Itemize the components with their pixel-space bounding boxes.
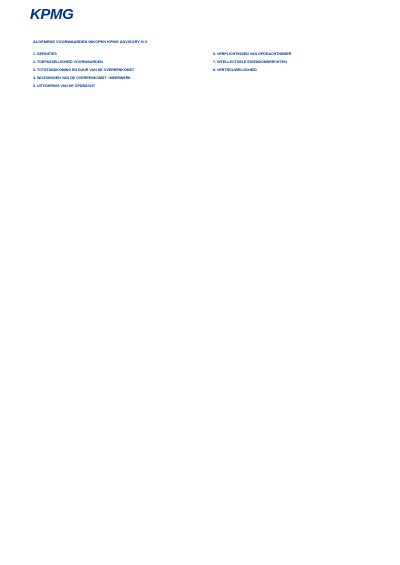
section-heading: 5. UITVOERING VAN DE OPDRACHT <box>33 84 96 88</box>
section <box>33 84 197 88</box>
section <box>33 76 197 80</box>
section-heading: 1. DEFINITIES <box>33 52 57 56</box>
section <box>33 60 197 64</box>
section <box>33 52 197 56</box>
section <box>33 68 197 72</box>
section <box>213 52 377 56</box>
section-heading: 4. WIJZIGINGEN VAN DE OVEREENKOMST / MEERWERK <box>33 76 131 80</box>
section <box>213 68 377 72</box>
logo-wordmark: KPMG <box>30 6 74 23</box>
section-heading: 2. TOEPASSELIJKHEID VOORWAARDEN <box>33 60 103 64</box>
section <box>213 60 377 64</box>
left-column <box>33 52 197 92</box>
right-column <box>213 52 377 76</box>
section-heading: 7. INTELLECTUELE EIGENDOMSRECHTEN <box>213 60 287 64</box>
kpmg-logo <box>30 7 73 22</box>
section-heading: 8. VERTROUWELIJKHEID <box>213 68 257 72</box>
document-title: ALGEMENE VOORWAARDEN INKOPEN KPMG ADVISORY N.V. <box>33 40 149 44</box>
section-heading: 6. VERPLICHTINGEN VAN OPDRACHTNEMER <box>213 52 292 56</box>
section-heading: 3. TOTSTANDKOMING EN DUUR VAN DE OVEREENKOMST <box>33 68 135 72</box>
